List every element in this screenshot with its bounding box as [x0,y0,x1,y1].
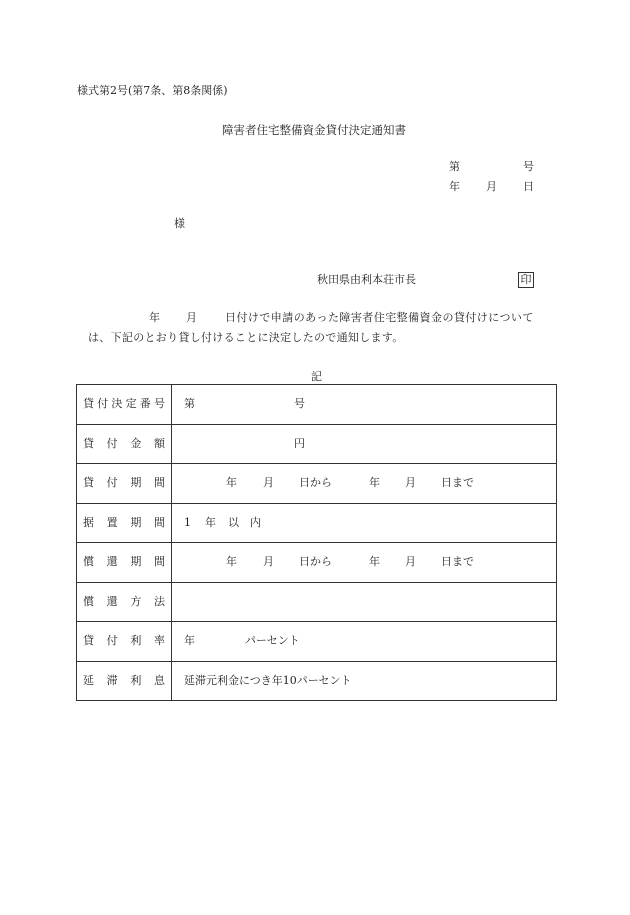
label-char: 貸 [83,634,94,648]
row-label [77,464,172,504]
table-row [77,464,557,504]
table-row [77,543,557,583]
seal-mark: 印 [518,272,534,288]
value-year-from: 年 [226,476,237,490]
label-char: 期 [130,555,142,569]
table-row [77,424,557,464]
table-row [77,661,557,701]
label-char: 貸 [83,397,94,411]
issue-date [449,180,534,194]
label-char: 番 [139,397,151,411]
body-line-1 [0,311,630,325]
issue-date-month: 月 [486,180,497,193]
body-line-1-text: 日付けで申請のあった障害者住宅整備資金の貸付けについて [225,311,534,324]
table-row [77,503,557,543]
table-row [77,622,557,662]
label-char: 法 [153,594,165,608]
body-month: 月 [186,311,197,324]
label-char: 付 [106,436,118,450]
label-char: 額 [153,436,165,450]
row-value [172,543,557,583]
row-value [172,622,557,662]
table-row [77,582,557,622]
value-year-from: 年 [226,555,237,569]
label-char: 貸 [83,436,94,450]
row-label [77,543,172,583]
value-month-to: 月 [405,555,416,569]
label-char: 償 [83,555,94,569]
row-label [77,661,172,701]
label-char: 据 [83,515,94,529]
document-title: 障害者住宅整備資金貸付決定通知書 [222,123,406,137]
value-prefix: 第 [184,397,195,411]
value-day-from: 日から [299,555,332,569]
label-char: 付 [106,634,118,648]
label-char: 号 [153,397,165,411]
label-char: 決 [111,397,123,411]
label-char: 滞 [106,673,118,687]
row-label [77,424,172,464]
loan-decision-table [76,384,557,701]
value-month-from: 月 [263,555,274,569]
row-value [172,503,557,543]
label-char: 償 [83,594,94,608]
form-number: 様式第2号(第7条、第8条関係) [77,84,228,97]
label-char: 期 [130,476,142,490]
row-value [172,464,557,504]
label-char: 間 [153,515,165,529]
row-label [77,503,172,543]
label-char: 利 [130,673,142,687]
value-day-to: 日まで [441,555,474,569]
value-day-from: 日から [299,476,332,490]
table-row [77,385,557,425]
row-value [172,661,557,701]
row-value [172,385,557,425]
row-label [77,622,172,662]
label-char: 率 [153,634,165,648]
value-year: 年 [205,515,216,529]
value-unit: パーセント [245,634,300,648]
value-year-to: 年 [369,555,380,569]
label-char: 息 [153,673,165,687]
value-year-to: 年 [369,476,380,490]
label-char: 付 [106,476,118,490]
label-char: 間 [153,476,165,490]
value-nai: 内 [250,515,261,529]
label-char: 延 [83,673,94,687]
label-char: 貸 [83,476,94,490]
value-number: 1 [184,515,191,529]
label-char: 間 [153,555,165,569]
value-i: 以 [228,515,239,529]
row-label [77,582,172,622]
body-year: 年 [149,311,160,324]
label-char: 定 [125,397,137,411]
label-char: 付 [97,397,109,411]
issue-date-day: 日 [523,180,534,193]
row-label [77,385,172,425]
label-char: 還 [106,555,118,569]
row-value [172,424,557,464]
value-day-to: 日まで [441,476,474,490]
document-number-suffix: 号 [523,160,534,173]
label-char: 方 [130,594,142,608]
issue-date-year: 年 [449,180,460,193]
label-char: 期 [130,515,142,529]
value-month-from: 月 [263,476,274,490]
recipient-honorific: 様 [174,217,185,230]
value-month-to: 月 [405,476,416,490]
label-char: 還 [106,594,118,608]
value-year: 年 [184,634,195,648]
document-number [449,160,534,174]
ki-heading: 記 [311,370,322,383]
label-char: 金 [130,436,142,450]
value-unit: 円 [294,436,305,450]
document-number-prefix: 第 [449,160,460,173]
value-suffix: 号 [294,397,305,411]
label-char: 利 [130,634,142,648]
row-value [172,582,557,622]
label-char: 置 [106,515,118,529]
issuer-name: 秋田県由利本荘市長 [317,273,416,286]
value-text: 延滞元利金につき年10パーセント [184,673,352,687]
body-line-2: は、下記のとおり貸し付けることに決定したので通知します。 [88,331,404,344]
